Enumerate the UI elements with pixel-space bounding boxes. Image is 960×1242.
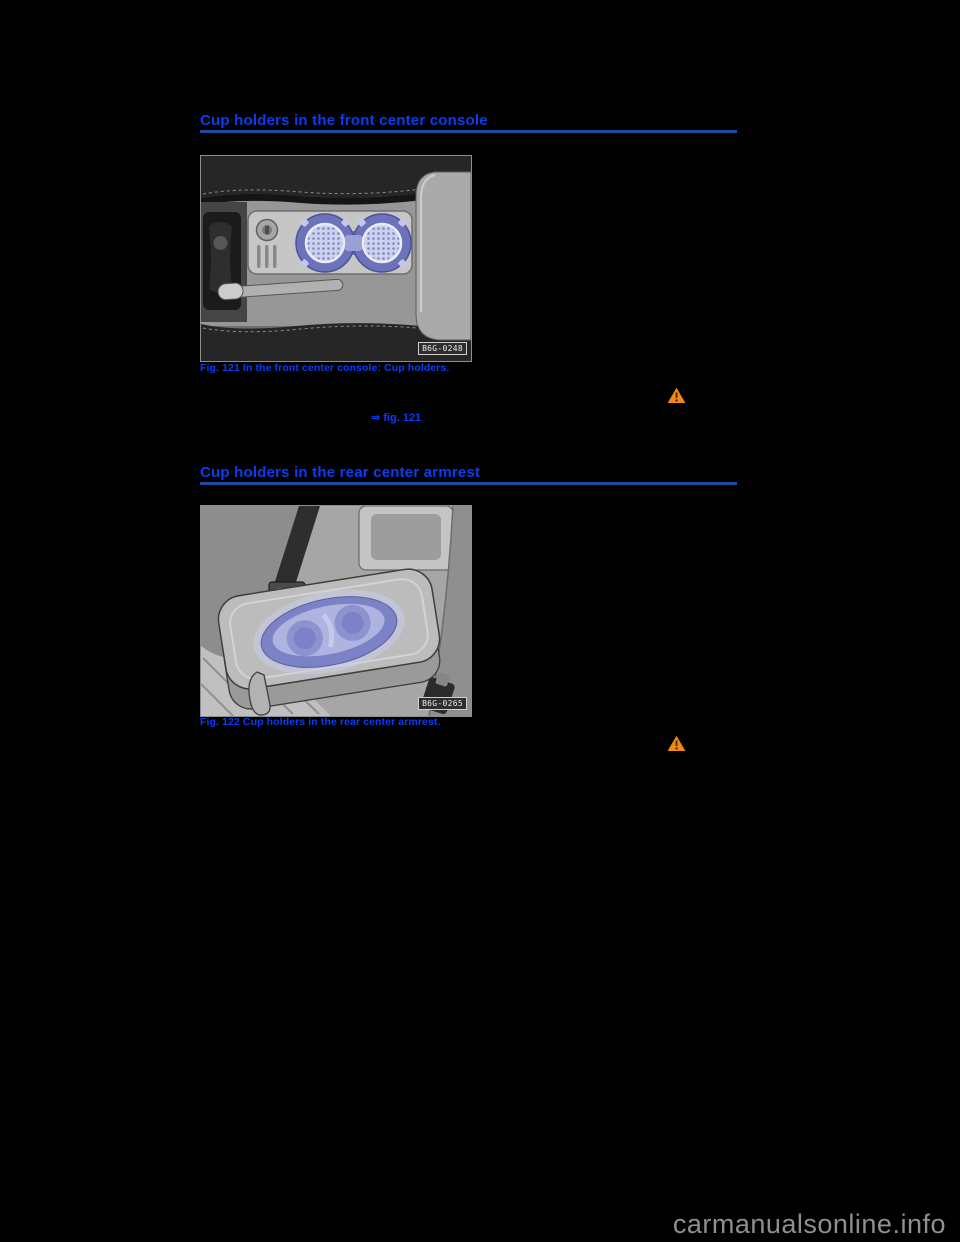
warning-icon (667, 735, 686, 752)
figure-reference-link[interactable]: ⇒ fig. 121 (371, 412, 422, 424)
figure-rear-armrest-photo (200, 505, 472, 717)
photo-tag: B6G-0248 (418, 342, 467, 355)
heading-underline (200, 482, 737, 485)
figure-front-console-photo (200, 155, 472, 362)
rear-armrest-illustration (201, 506, 471, 716)
watermark: carmanualsonline.info (672, 1209, 946, 1239)
figure-caption-rear-armrest: Fig. 122 Cup holders in the rear center armrest. (200, 716, 441, 728)
front-console-illustration (201, 156, 471, 361)
section-heading-rear-armrest: Cup holders in the rear center armrest (200, 464, 481, 481)
heading-underline (200, 130, 737, 133)
warning-icon (667, 387, 686, 404)
section-heading-front-console: Cup holders in the front center console (200, 112, 488, 129)
figure-caption-front-console: Fig. 121 In the front center console: Cup holders. (200, 362, 450, 374)
photo-tag: B6G-0265 (418, 697, 467, 710)
